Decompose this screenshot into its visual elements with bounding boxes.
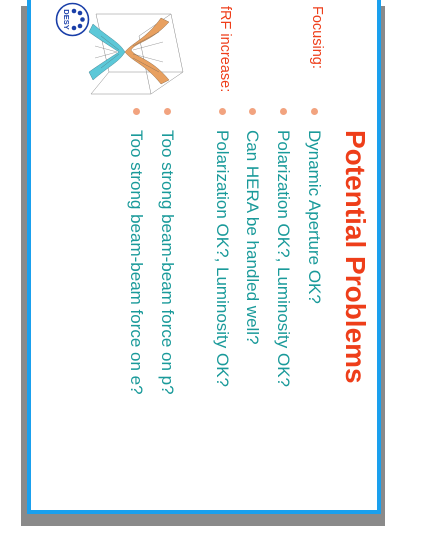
bullet-list-focusing (237, 108, 330, 387)
bullet-dot-icon (280, 108, 287, 115)
bullet-text: Polarization OK?, Luminosity OK? (213, 130, 232, 388)
bullet-text: Can HERA be handled well? (243, 130, 262, 345)
beam-envelope-figure (81, 2, 191, 102)
desy-logo-icon (55, 2, 90, 37)
slide-title: Potential Problems (340, 130, 371, 384)
slide-frame (27, 0, 381, 514)
list-item (237, 108, 268, 387)
section-label-rf: fRF increase: (217, 6, 233, 93)
logo-text: DESY (62, 9, 71, 30)
bullet-text: Too strong beam-beam force on p? (158, 130, 177, 395)
list-item (152, 108, 183, 395)
slide-content (31, 0, 381, 514)
bullet-dot-icon (311, 108, 318, 115)
bullet-list-rf (207, 108, 238, 387)
bullet-dot-icon (219, 108, 226, 115)
bullet-text: Too strong beam-beam force on e? (127, 130, 146, 395)
bullet-dot-icon (164, 108, 171, 115)
list-item (121, 108, 152, 395)
bullet-text: Polarization OK?, Luminosity OK? (274, 130, 293, 388)
bullet-dot-icon (249, 108, 256, 115)
list-item (299, 108, 330, 387)
section-label-focusing: Focusing: (309, 6, 325, 69)
bullet-list-beam-beam (121, 108, 183, 395)
list-item (268, 108, 299, 387)
bullet-dot-icon (133, 108, 140, 115)
list-item (207, 108, 238, 387)
bullet-text: Dynamic Aperture OK? (305, 130, 324, 304)
